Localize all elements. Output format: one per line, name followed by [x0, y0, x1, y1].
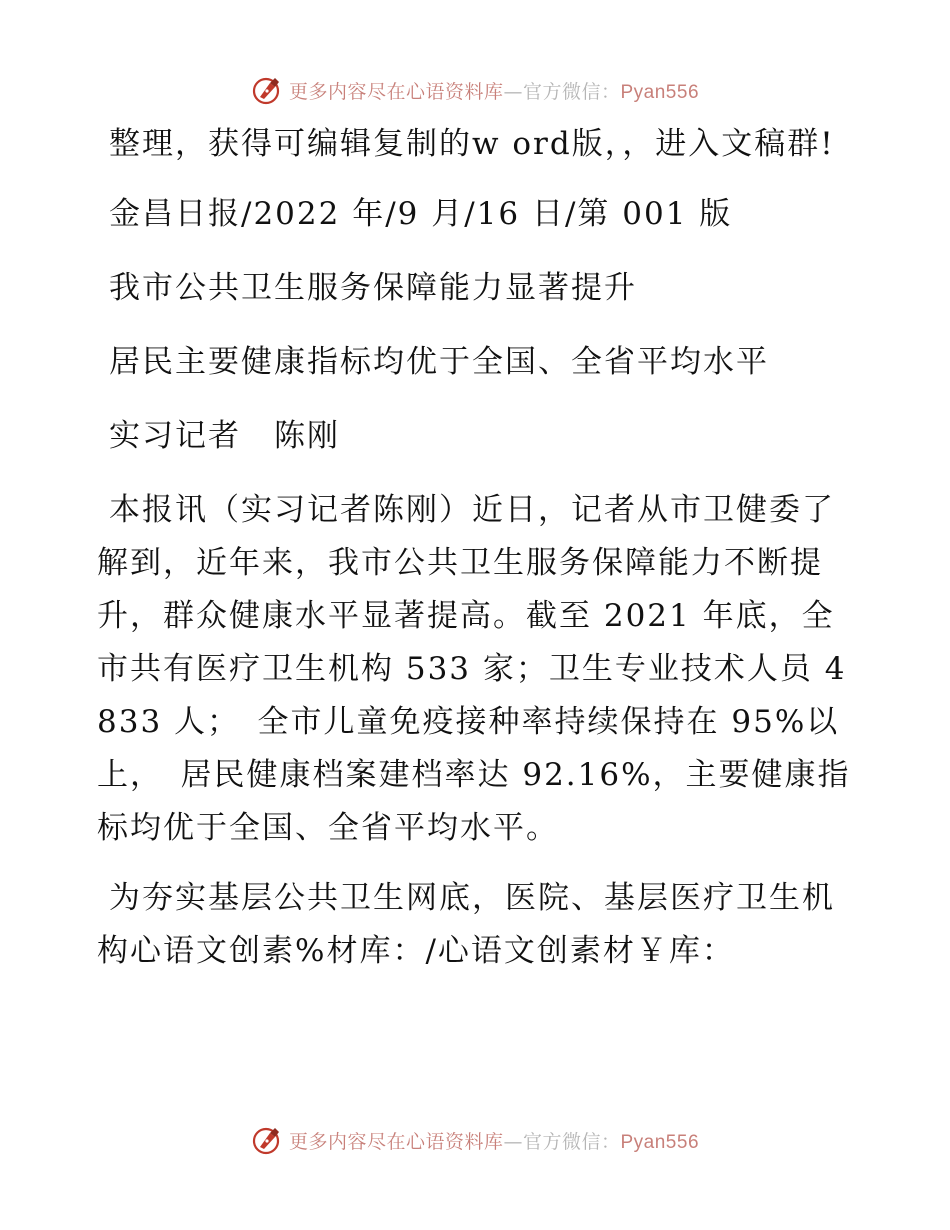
header-banner — [0, 70, 950, 110]
footer-banner-text — [289, 1127, 699, 1154]
pen-nib-circle-icon — [251, 1124, 283, 1156]
footer-banner-inner — [251, 1124, 699, 1156]
source-line: 金昌日报/2022 年/9 月/16 日/第 001 版 — [109, 196, 733, 232]
header-banner-wechat-label: 官方微信： — [522, 80, 621, 103]
header-banner-inner — [251, 74, 699, 106]
footer-banner-title: 更多内容尽在心语资料库 — [288, 1130, 504, 1153]
footer-banner-separator: — — [503, 1130, 523, 1153]
headline: 我市公共卫生服务保障能力显著提升 — [109, 270, 637, 306]
pen-nib-circle-icon — [251, 74, 283, 106]
byline: 实习记者 陈刚 — [109, 418, 340, 454]
footer-banner-wechat-id: Pyan556 — [620, 1131, 700, 1153]
header-banner-title: 更多内容尽在心语资料库 — [288, 80, 504, 103]
document-intro: 整理，获得可编辑复制的w ord版，，进入文稿群! — [109, 126, 835, 162]
footer-banner — [0, 1120, 950, 1160]
header-banner-wechat-id: Pyan556 — [620, 81, 700, 103]
paragraph-1: 本报讯（实习记者陈刚）近日，记者从市卫健委了解到，近年来，我市公共卫生服务保障能力不断提升，群众健康水平显著提高。截至 2021 年底，全市共有医疗卫生机构 533 家；卫生专业技术人员 4833 人； 全市儿童免疫接种率持续保持在 95%以上， 居民健康档案建档率达 92.16%，主要健康指标均优于全国、全省平均水平。 — [97, 492, 851, 846]
document-body — [97, 118, 857, 999]
footer-banner-wechat-label: 官方微信： — [522, 1130, 621, 1153]
header-banner-text — [289, 77, 699, 104]
header-banner-separator: — — [503, 80, 523, 103]
paragraph-2: 为夯实基层公共卫生网底，医院、基层医疗卫生机构心语文创素%材库：/心语文创素材￥库： — [97, 880, 835, 969]
subheadline: 居民主要健康指标均优于全国、全省平均水平 — [109, 344, 769, 380]
